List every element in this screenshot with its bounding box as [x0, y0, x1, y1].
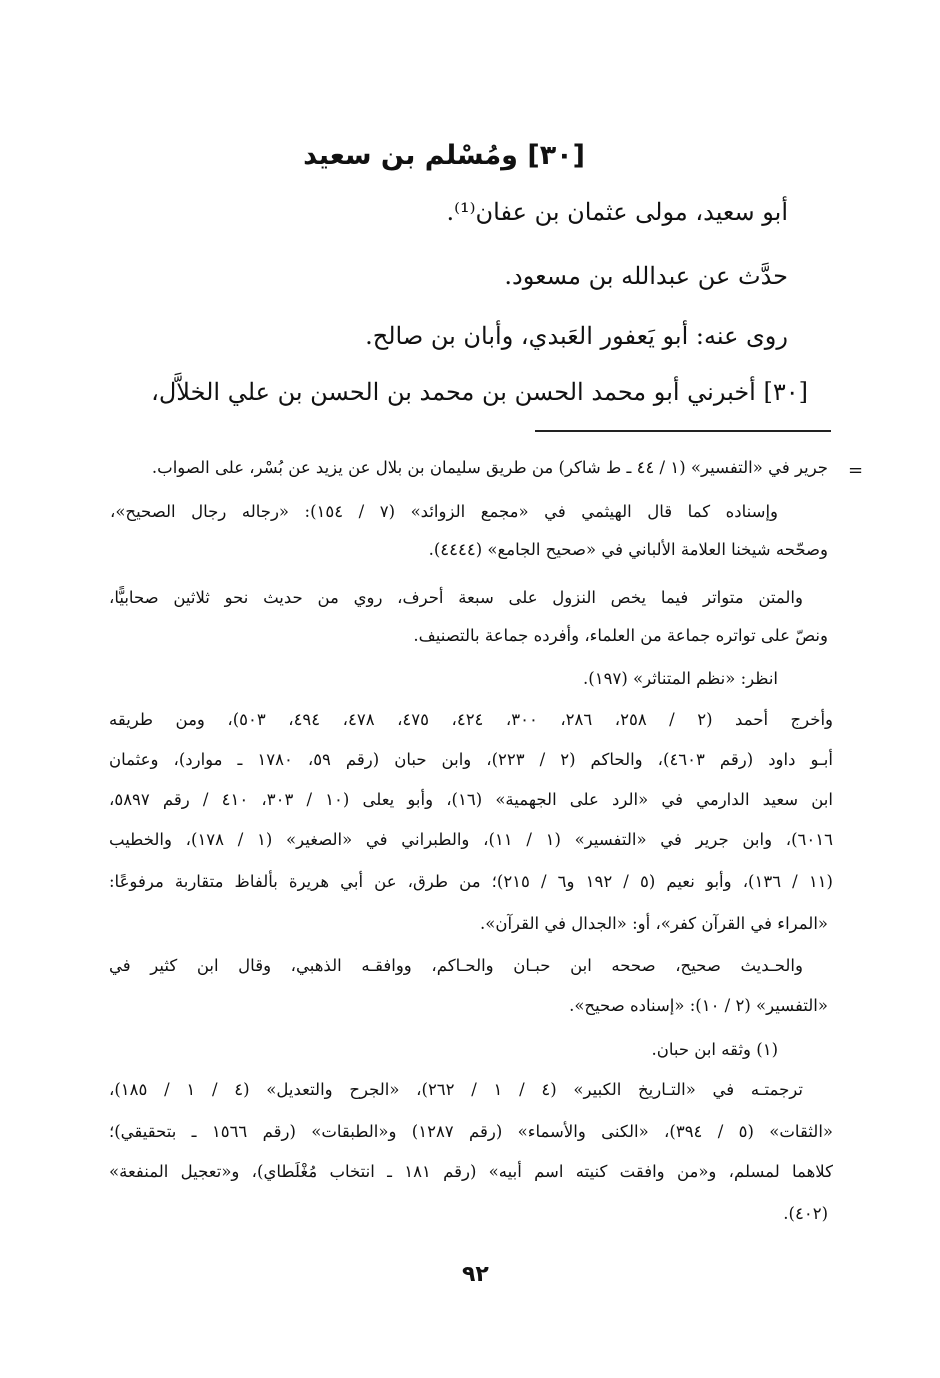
footnote-line: وأخرج أحمد (٢ / ٢٥٨، ٢٨٦، ٣٠٠، ٤٢٤، ٤٧٥، ٤٧٨، ٤٩٤، ٥٠٣)، ومن طريقه — [109, 710, 834, 729]
footnote-line: «الثقات» (٥ / ٣٩٤)، «الكنى والأسماء» (رقم ١٢٨٧) و«الطبقات» (رقم ١٥٦٦ ـ بتحقيقي)؛ — [109, 1122, 833, 1141]
footnote-line: ابن سعيد الدارمي في «الرد على الجهمية» (١٦)، وأبو يعلى (١٠ / ٣٠٣، ٤١٠ / رقم ٥٨٩٧، — [109, 790, 833, 809]
section-heading: [٣٠] ومُسْلم بن سعيد — [303, 140, 585, 171]
footnote-line: جرير في «التفسير» (١ / ٤٤ ـ ط شاكر) من طريق سليمان بن بلال عن يزيد عن بُسْر، على الصواب. — [151, 458, 828, 477]
footnote-line: وصحّحه شيخنا العلامة الألباني في «صحيح الجامع» (٤٤٤٤). — [428, 540, 828, 559]
footnote-line: كلاهما لمسلم، و«من وافقت كنيته اسم أبيه» (رقم ١٨١ ـ انتخاب مُغْلَطاي)، و«تعجيل المنفعة» — [109, 1162, 833, 1181]
page-number: ٩٢ — [462, 1262, 489, 1287]
footnote-line: (١١ / ١٣٦)، وأبو نعيم (٥ / ١٩٢ و٦ / ٢١٥)؛ من طرق، عن أبي هريرة بألفاظ متقاربة مرفوعًا: — [109, 872, 833, 891]
main-line-2: حدَّث عن عبدالله بن مسعود. — [504, 262, 788, 290]
continuation-mark: = — [848, 460, 864, 481]
main-line-4: [٣٠] أخبرني أبو محمد الحسن بن محمد بن الحسن بن علي الخلاَّل، — [151, 378, 808, 406]
footnote-line: انظر: «نظم المتناثر» (١٩٧). — [583, 669, 778, 688]
footnote-line: ٦٠١٦)، وابن جرير في «التفسير» (١ / ١١)، والطبراني في «الصغير» (١ / ١٧٨)، والخطيب — [109, 830, 833, 849]
footnote-line: والحـديث صحيح، صححه ابن حبـان والحـاكم، ووافقـه الذهبي، وقال ابن كثير في — [109, 956, 803, 975]
footnote-line: «التفسير» (٢ / ١٠): «إسناده صحيح». — [569, 996, 828, 1015]
footnote-line: ترجمتـه في «التـاريخ الكبير» (٤ / ١ / ٢٦٢)، «الجرح والتعديل» (٤ / ١ / ١٨٥)، — [109, 1080, 803, 1099]
footnote-separator — [535, 430, 831, 432]
main-line-1: أبو سعيد، مولى عثمان بن عفان⁽¹⁾. — [446, 198, 788, 226]
footnote-line: (٤٠٢). — [783, 1204, 828, 1223]
footnote-line: وإسناده كما قال الهيثمي في «مجمع الزوائد» (٧ / ١٥٤): «رجاله رجال الصحيح»، — [110, 502, 779, 521]
footnote-line: (١) وثقه ابن حبان. — [651, 1040, 778, 1059]
footnote-line: «المراء في القرآن كفر»، أو: «الجدال في القرآن». — [480, 914, 828, 933]
footnote-line: أبـو داود (رقم ٤٦٠٣)، والحاكم (٢ / ٢٢٣)، وابن حبان (رقم ٥٩، ١٧٨٠ ـ موارد)، وعثمان — [109, 750, 833, 769]
main-line-3: روى عنه: أبو يَعفور العَبدي، وأبان بن صالح. — [365, 322, 788, 350]
footnote-line: والمتن متواتر فيما يخص النزول على سبعة أحرف، روي من حديث نحو ثلاثين صحابيًّا، — [109, 588, 803, 607]
footnote-line: ونصّ على تواتره جماعة من العلماء، وأفرده جماعة بالتصنيف. — [413, 626, 828, 645]
